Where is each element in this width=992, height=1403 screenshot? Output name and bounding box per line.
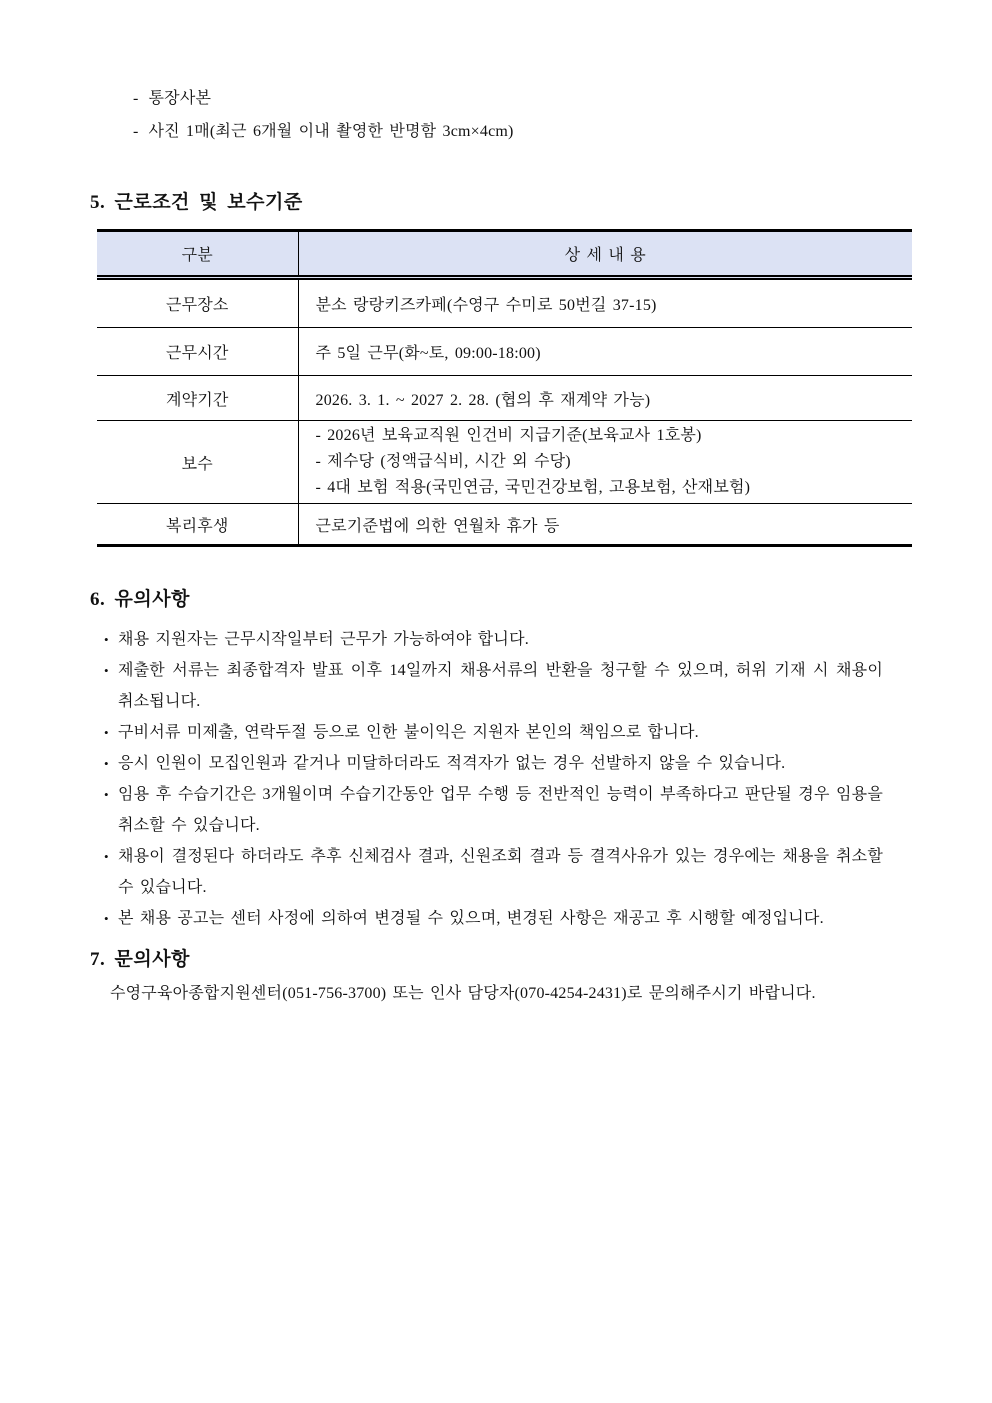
section5-title: 5. 근로조건 및 보수기준 [90,192,303,213]
row-label: 복리후생 [97,504,298,546]
table-row [97,421,912,504]
notice-item [104,748,883,779]
table-row [97,376,912,421]
row-detail: 근로기준법에 의한 연월차 휴가 등 [315,517,560,535]
section6-title: 6. 유의사항 [90,589,190,610]
attachment-item [133,115,992,148]
contact-info: 수영구육아종합지원센터(051-756-3700) 또는 인사 담당자(070-4254-2431)로 문의해주시기 바랍니다. [110,985,816,1002]
notice-text: 응시 인원이 모집인원과 같거나 미달하더라도 적격자가 없는 경우 선발하지 않을 수 있습니다. [118,755,786,772]
notice-item [104,717,883,748]
col-header-category: 구분 [97,231,298,278]
attachment-item-text: 통장사본 [148,90,212,107]
row-label: 근무장소 [97,278,298,328]
row-detail: 주 5일 근무(화~토, 09:00-18:00) [298,328,912,376]
dash-marker: - [133,123,139,140]
pay-detail-line: - 4대 보험 적용(국민연금, 국민건강보험, 고용보험, 산재보험) [315,479,751,496]
notice-text: 채용 지원자는 근무시작일부터 근무가 가능하여야 합니다. [118,631,529,648]
attachment-item [133,82,992,115]
table-row [97,504,912,546]
notice-item [104,903,883,934]
notice-text: 채용이 결정된다 하더라도 추후 신체검사 결과, 신원조회 결과 등 결격사유가 있는 경우에는 채용을 취소할 수 있습니다. [118,848,883,896]
bullet-marker: • [104,756,109,771]
row-detail [298,421,912,504]
notice-item [104,779,883,841]
row-detail: 2026. 3. 1. ~ 2027 2. 28. (협의 후 재계약 가능) [298,376,912,421]
col-header-detail: 상 세 내 용 [298,231,912,278]
bullet-marker: • [104,849,109,864]
table-row [97,328,912,376]
notice-item [104,655,883,717]
row-label: 계약기간 [97,376,298,421]
notice-list [104,624,883,934]
notice-text: 본 채용 공고는 센터 사정에 의하여 변경될 수 있으며, 변경된 사항은 재공고 후 시행할 예정입니다. [118,910,824,927]
table-header-row [97,231,912,278]
row-label: 근무시간 [97,328,298,376]
bullet-marker: • [104,632,109,647]
notice-text: 임용 후 수습기간은 3개월이며 수습기간동안 업무 수행 등 전반적인 능력이 부족하다고 판단될 경우 임용을 취소할 수 있습니다. [118,786,883,834]
pay-detail-line: - 제수당 (정액급식비, 시간 외 수당) [315,453,571,470]
attachment-list [133,0,992,148]
notice-text: 구비서류 미제출, 연락두절 등으로 인한 불이익은 지원자 본인의 책임으로 합니다. [118,724,699,741]
bullet-marker: • [104,787,109,802]
notice-text: 제출한 서류는 최종합격자 발표 이후 14일까지 채용서류의 반환을 청구할 수 있으며, 허위 기재 시 채용이 취소됩니다. [118,662,883,710]
table-row [97,278,912,328]
bullet-marker: • [104,725,109,740]
row-label: 보수 [97,421,298,504]
attachment-item-text: 사진 1매(최근 6개월 이내 촬영한 반명함 3cm×4cm) [148,123,514,140]
pay-detail-line: - 2026년 보육교직원 인건비 지급기준(보육교사 1호봉) [315,427,702,444]
bullet-marker: • [104,911,109,926]
bullet-marker: • [104,663,109,678]
dash-marker: - [133,90,139,107]
section7-title: 7. 문의사항 [90,949,190,970]
notice-item [104,841,883,903]
notice-item [104,624,883,655]
work-conditions-table [97,229,912,547]
row-detail: 분소 랑랑키즈카페(수영구 수미로 50번길 37-15) [298,278,912,328]
